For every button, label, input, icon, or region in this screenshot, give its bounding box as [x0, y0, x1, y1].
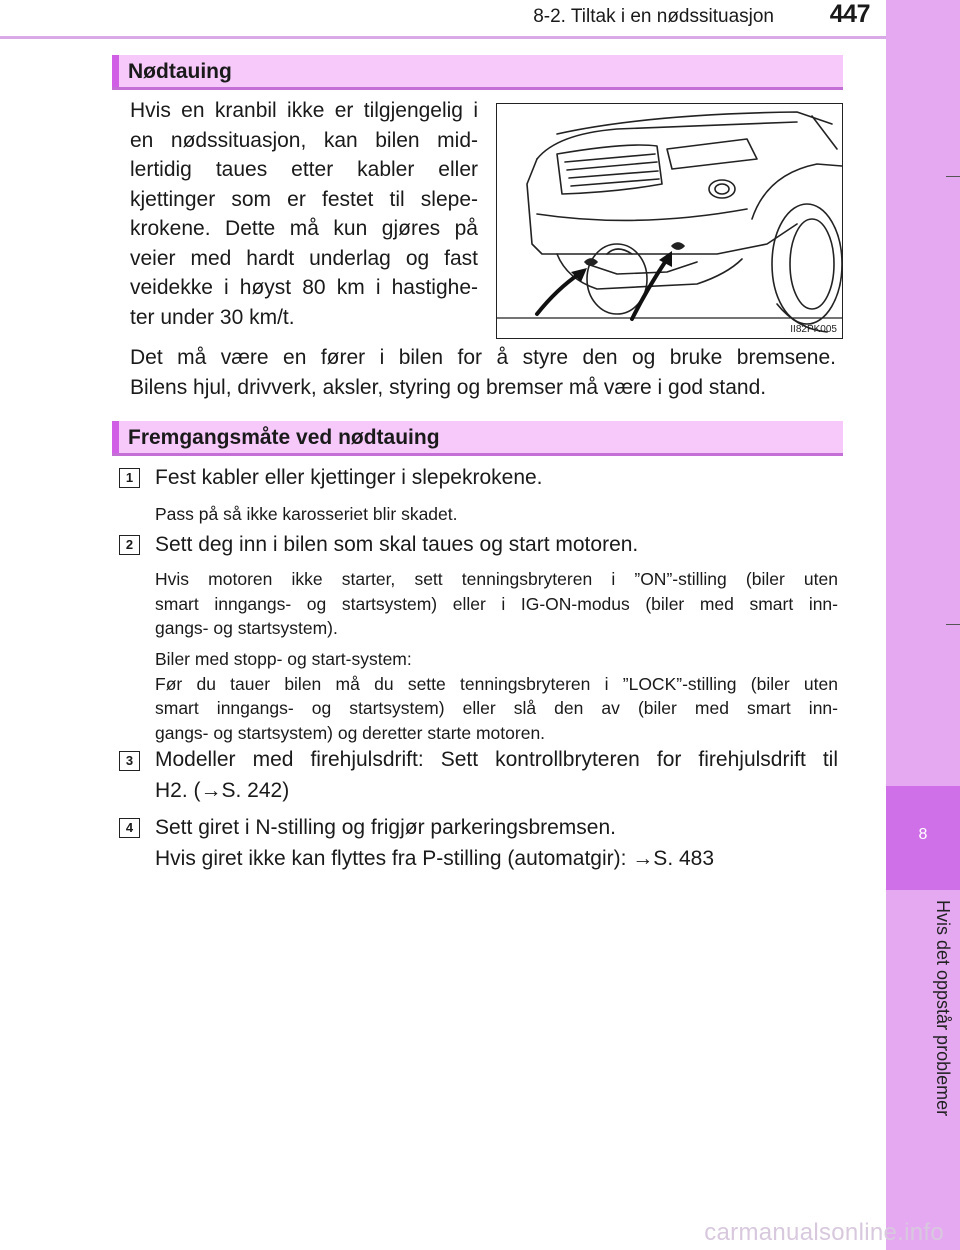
watermark: carmanualsonline.info [704, 1219, 944, 1246]
note-line: smart inngangs- og startsystem) eller i IG-ON-modus (biler med smart inn- [155, 593, 838, 614]
note-line: smart inngangs- og startsystem) eller slå den av (biler med smart inn- [155, 698, 838, 718]
step-number-4: 4 [119, 818, 140, 838]
driver-paragraph [130, 343, 836, 402]
header-section-title: 8-2. Tiltak i en nødssituasjon [533, 6, 774, 27]
step-2-note-stop-start [155, 647, 838, 745]
note-line: Hvis motoren ikke starter, sett tenningsbryteren i ”ON”-stilling (biler uten [155, 569, 838, 589]
text-line: Hvis en kranbil ikke er tilgjengelig i [130, 99, 478, 122]
text-line: Det må være en fører i bilen for å styre den og bruke bremsene. [130, 346, 836, 369]
step-1-text: Fest kabler eller kjettinger i slepekrokene. [155, 466, 543, 489]
step-number-1: 1 [119, 468, 140, 488]
text-line: veidekke i høyst 80 km i hastighe- [130, 276, 478, 299]
text-line: kjettinger som er festet til slepe- [130, 187, 478, 211]
note-line: gangs- og startsystem). [155, 618, 338, 638]
section-header-fremgangsmate [112, 421, 843, 456]
intro-paragraph [130, 96, 478, 332]
chapter-tab [886, 786, 960, 890]
chapter-number: 8 [918, 826, 928, 843]
text-line: H2. (→S. 242) [155, 779, 290, 802]
note-line: gangs- og startsystem) og deretter starte motoren. [155, 722, 546, 743]
text-line: Hvis giret ikke kan flyttes fra P-stilling (automatgir): →S. 483 [155, 847, 715, 870]
step-3-text [155, 744, 838, 806]
note-line: Biler med stopp- og start-system: [155, 649, 412, 669]
step-2-note [155, 567, 838, 641]
text-line: Bilens hjul, drivverk, aksler, styring og bremser må være i god stand. [130, 375, 767, 399]
step-4-text [155, 812, 838, 874]
chapter-sidebar [886, 0, 960, 1250]
text-line: ter under 30 km/t. [130, 305, 295, 329]
crop-mark [946, 176, 960, 177]
text-line: veier med hardt underlag og fast [130, 246, 478, 270]
section-title: Fremgangsmåte ved nødtauing [128, 426, 440, 449]
note-line: Før du tauer bilen må du sette tenningsbryteren i ”LOCK”-stilling (biler uten [155, 673, 838, 694]
step-number-3: 3 [119, 751, 140, 771]
step-number-2: 2 [119, 535, 140, 555]
text-line: en nødssituasjon, kan bilen mid- [130, 128, 478, 152]
text-line: Modeller med firehjulsdrift: Sett kontrollbryteren for firehjulsdrift til [155, 748, 838, 771]
crop-mark [946, 624, 960, 625]
chapter-title: Hvis det oppstår problemer [933, 900, 953, 1117]
step-1-note: Pass på så ikke karosseriet blir skadet. [155, 504, 458, 524]
section-title: Nødtauing [128, 60, 232, 83]
text-line: Sett giret i N-stilling og frigjør parkeringsbremsen. [155, 816, 616, 839]
text-line: krokene. Dette må kun gjøres på [130, 217, 478, 240]
towing-hooks-illustration [496, 103, 843, 339]
page-number: 447 [829, 0, 870, 28]
text-line: lertidig taues etter kabler eller [130, 158, 478, 181]
car-front-underside-drawing [497, 104, 843, 339]
header-rule [0, 36, 886, 39]
step-2-text: Sett deg inn i bilen som skal taues og start motoren. [155, 533, 639, 556]
chapter-title-vertical [886, 900, 960, 1140]
section-header-nodtauing [112, 55, 843, 90]
figure-code: II82PK005 [790, 324, 837, 335]
